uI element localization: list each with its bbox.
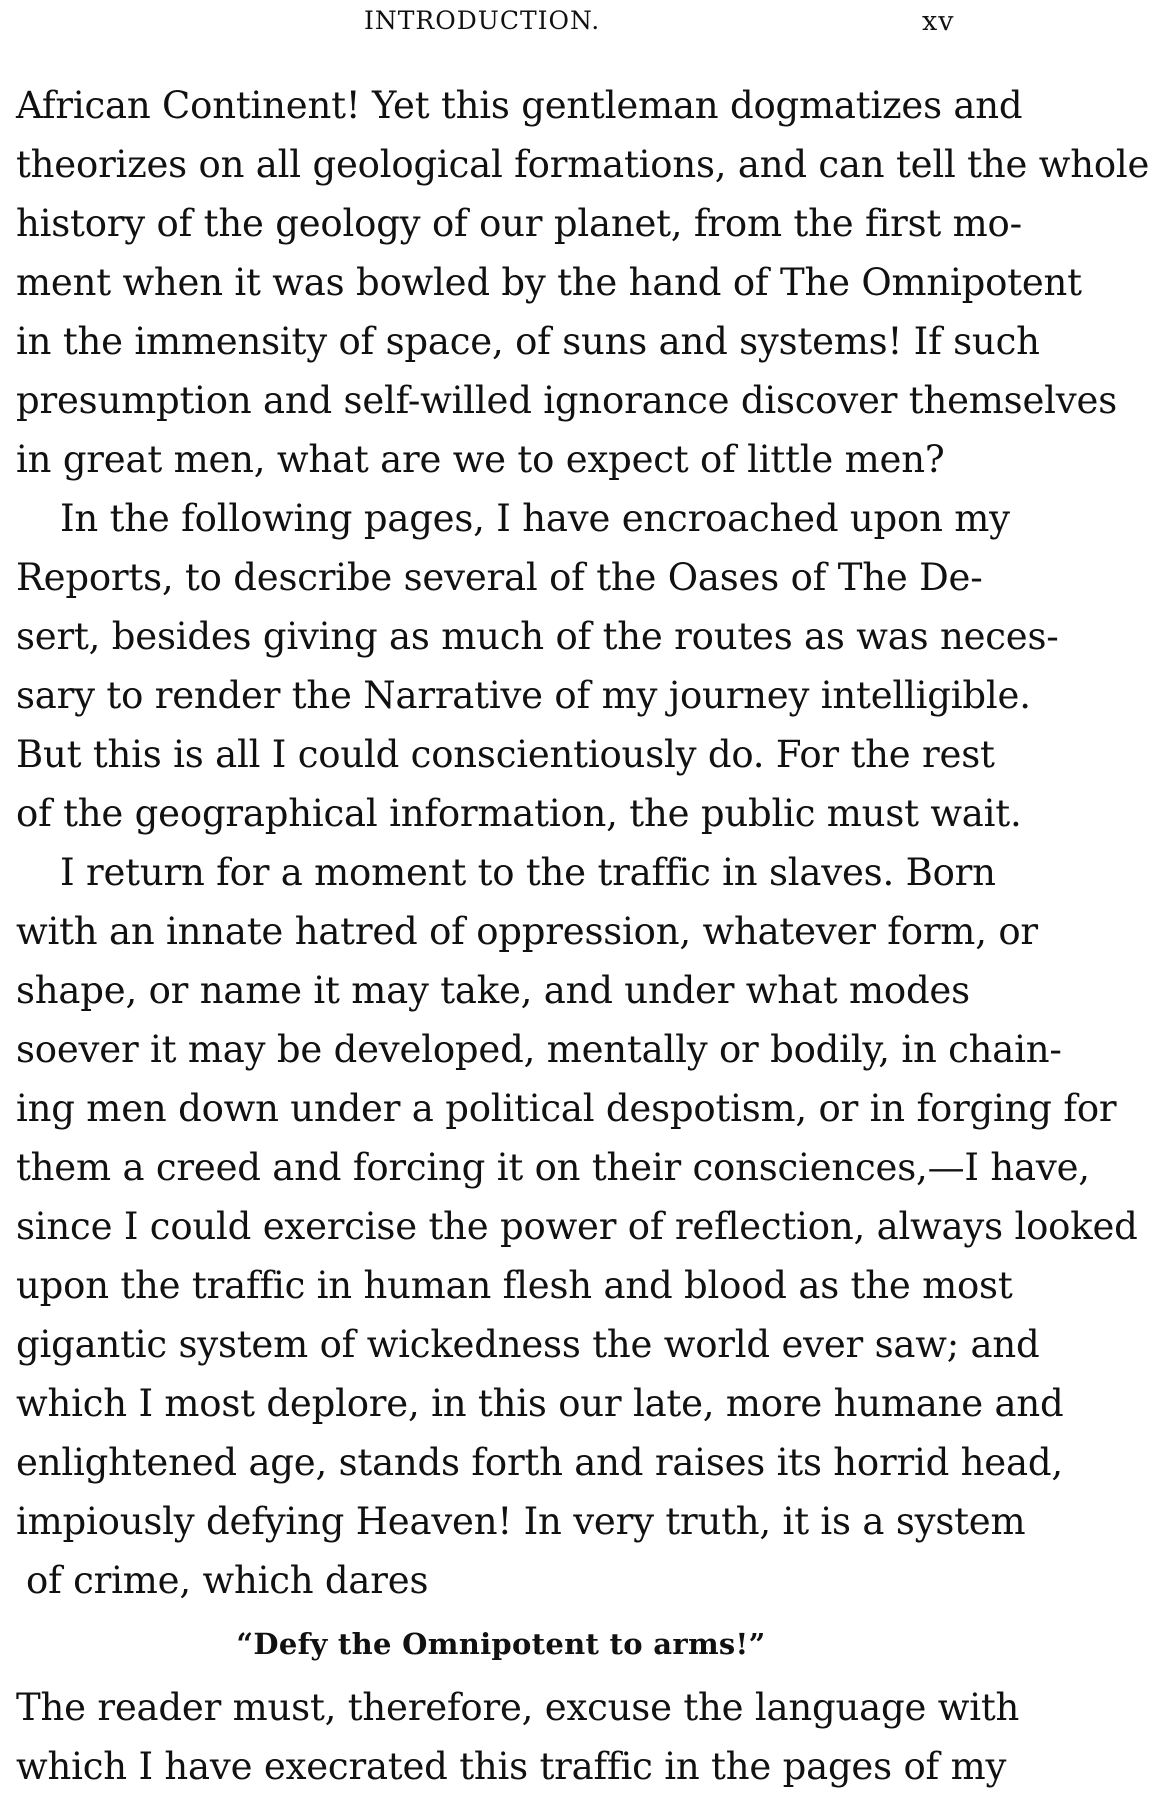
text-line: since I could exercise the power of reflection, always looked xyxy=(16,1205,1138,1248)
paragraph-2 xyxy=(16,489,1059,843)
text-line: ing men down under a political despotism, or in forging for xyxy=(16,1087,1117,1130)
running-head xyxy=(0,6,1000,46)
text-line: gigantic system of wickedness the world ever saw; and xyxy=(16,1323,1040,1366)
paragraph-1 xyxy=(16,76,1149,489)
chapter-title: INTRODUCTION. xyxy=(364,6,601,35)
text-line: Reports, to describe several of the Oases of The De- xyxy=(16,556,983,599)
text-line: ment when it was bowled by the hand of The Omnipotent xyxy=(16,261,1082,304)
text-line: soever it may be developed, mentally or bodily, in chain- xyxy=(16,1028,1062,1071)
text-line: in the immensity of space, of suns and systems! If such xyxy=(16,320,1040,363)
text-line: of the geographical information, the public must wait. xyxy=(16,792,1022,835)
body-text xyxy=(16,76,1149,1796)
text-line: which I have execrated this traffic in the pages of my xyxy=(16,1745,1007,1788)
block-quotation: “Defy the Omnipotent to arms!” xyxy=(236,1627,766,1661)
text-line: African Continent! Yet this gentleman dogmatizes and xyxy=(16,84,1023,127)
text-line: But this is all I could conscientiously do. For the rest xyxy=(16,733,995,776)
text-line: enlightened age, stands forth and raises its horrid head, xyxy=(16,1441,1063,1484)
text-line: sary to render the Narrative of my journey intelligible. xyxy=(16,674,1031,717)
text-line: of crime, which dares xyxy=(26,1559,429,1602)
paragraph-4 xyxy=(16,1678,1020,1796)
text-line: history of the geology of our planet, from the first mo- xyxy=(16,202,1022,245)
paragraph-3 xyxy=(16,843,1138,1610)
text-line: I return for a moment to the traffic in slaves. Born xyxy=(60,851,996,894)
text-line: presumption and self-willed ignorance discover themselves xyxy=(16,379,1117,422)
text-line: sert, besides giving as much of the routes as was neces- xyxy=(16,615,1059,658)
text-line: upon the traffic in human flesh and blood as the most xyxy=(16,1264,1013,1307)
text-line: in great men, what are we to expect of little men? xyxy=(16,438,945,481)
text-line: impiously defying Heaven! In very truth, it is a system xyxy=(16,1500,1026,1543)
text-line: with an innate hatred of oppression, whatever form, or xyxy=(16,910,1038,953)
text-line: shape, or name it may take, and under what modes xyxy=(16,969,970,1012)
text-line: them a creed and forcing it on their consciences,—I have, xyxy=(16,1146,1090,1189)
text-line: which I most deplore, in this our late, more humane and xyxy=(16,1382,1064,1425)
text-line: In the following pages, I have encroached upon my xyxy=(60,497,1010,540)
text-line: theorizes on all geological formations, and can tell the whole xyxy=(16,143,1149,186)
text-line: The reader must, therefore, excuse the language with xyxy=(16,1686,1020,1729)
page-number: xv xyxy=(922,6,955,37)
